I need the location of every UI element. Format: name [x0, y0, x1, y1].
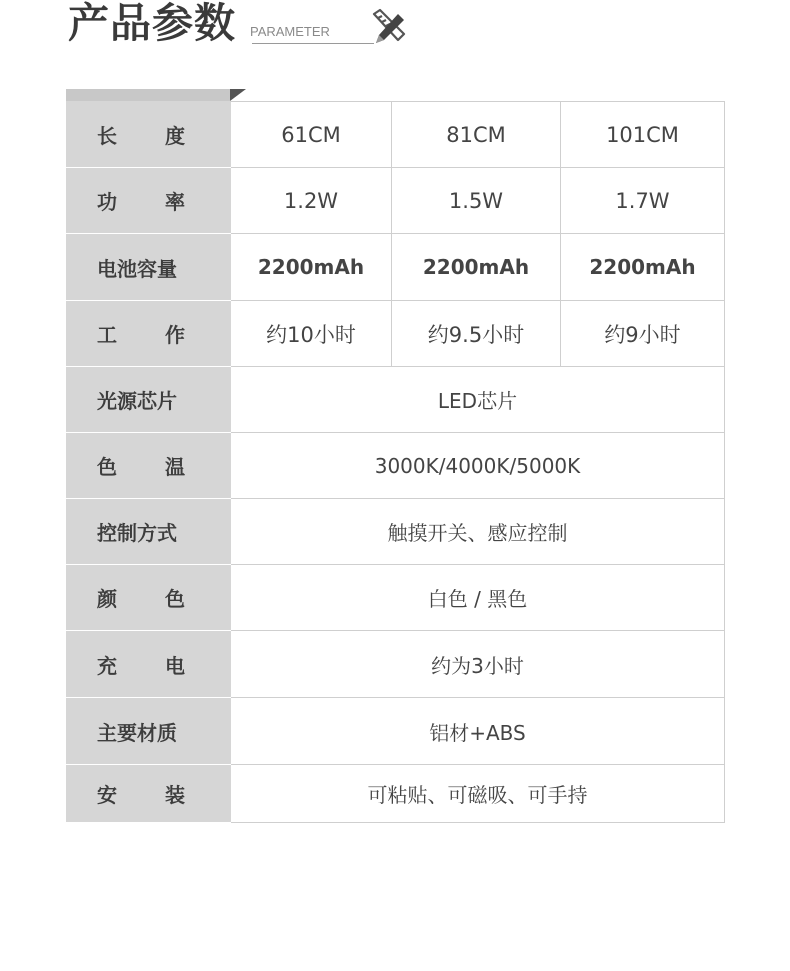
row-label: 控制方式 [67, 499, 231, 565]
row-label: 颜 色 [67, 565, 231, 631]
table-row [67, 301, 725, 367]
value-cell: 约9小时 [561, 301, 725, 367]
value-cell: LED芯片 [231, 367, 725, 433]
value-cell: 铝材+ABS [231, 698, 725, 765]
value-cell: 可粘贴、可磁吸、可手持 [231, 765, 725, 823]
page-subtitle: PARAMETER [250, 24, 330, 39]
table-row [67, 499, 725, 565]
subtitle-underline [252, 43, 374, 44]
value-cell: 2200mAh [231, 234, 392, 301]
value-cell: 触摸开关、感应控制 [231, 499, 725, 565]
row-label: 色 温 [67, 433, 231, 499]
value-cell: 1.2W [231, 168, 392, 234]
table-row [67, 765, 725, 823]
pencil-ruler-icon [368, 6, 410, 48]
row-label: 安 装 [67, 765, 231, 823]
value-cell: 2200mAh [392, 234, 561, 301]
table-tab-notch [230, 89, 246, 101]
row-label: 主要材质 [67, 698, 231, 765]
value-cell: 81CM [392, 102, 561, 168]
value-cell: 约为3小时 [231, 631, 725, 698]
value-cell: 3000K/4000K/5000K [231, 433, 725, 499]
table-row [67, 367, 725, 433]
value-cell: 约10小时 [231, 301, 392, 367]
value-cell: 61CM [231, 102, 392, 168]
value-cell: 1.7W [561, 168, 725, 234]
table-row [67, 631, 725, 698]
value-cell: 2200mAh [561, 234, 725, 301]
value-cell: 101CM [561, 102, 725, 168]
row-label: 光源芯片 [67, 367, 231, 433]
row-label: 长 度 [67, 102, 231, 168]
row-label: 工 作 [67, 301, 231, 367]
table-row [67, 433, 725, 499]
table-row [67, 234, 725, 301]
table-row [67, 168, 725, 234]
page-title: 产品参数 [68, 0, 236, 47]
value-cell: 约9.5小时 [392, 301, 561, 367]
row-label: 电池容量 [67, 234, 231, 301]
row-label: 功 率 [67, 168, 231, 234]
table-row [67, 102, 725, 168]
value-cell: 1.5W [392, 168, 561, 234]
table-tab-marker [66, 89, 230, 101]
row-label: 充 电 [67, 631, 231, 698]
value-cell: 白色 / 黑色 [231, 565, 725, 631]
table-row [67, 565, 725, 631]
table-row [67, 698, 725, 765]
